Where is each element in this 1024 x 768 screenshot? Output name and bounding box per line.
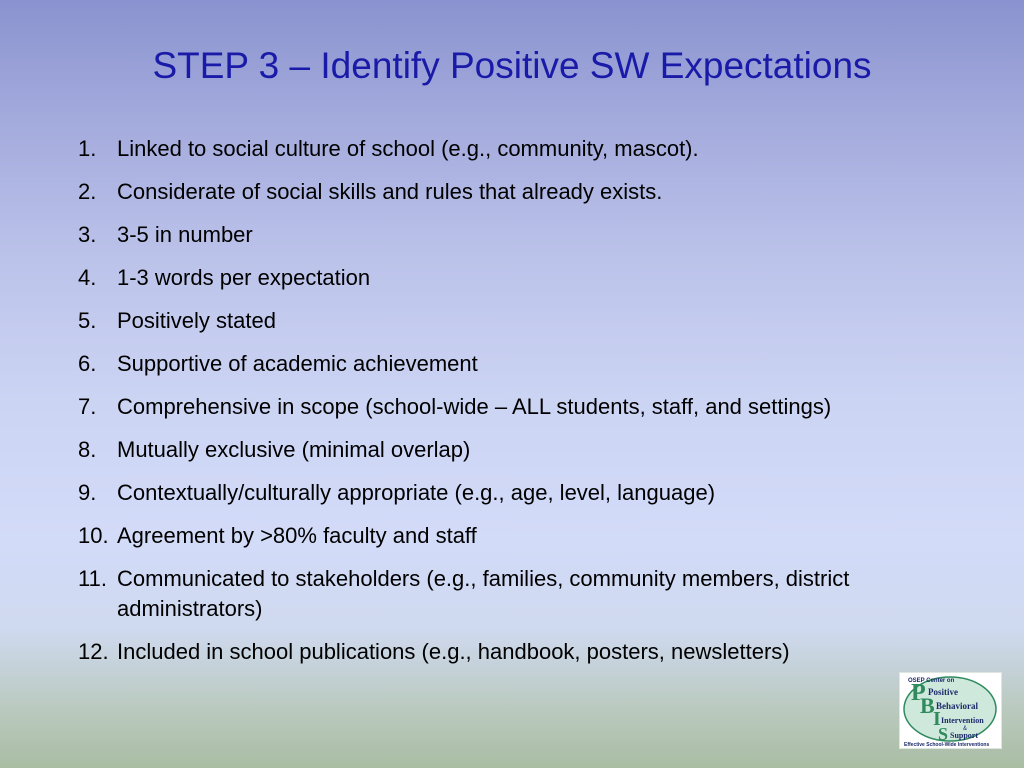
list-item (78, 220, 908, 250)
list-item (78, 521, 908, 551)
item-text: Positively stated (117, 308, 276, 333)
logo-line-support: Support (950, 731, 979, 740)
expectations-list (78, 134, 908, 680)
list-item (78, 637, 908, 667)
item-number: 12. (78, 639, 109, 664)
item-number: 1. (78, 136, 97, 161)
item-text: Contextually/culturally appropriate (e.g., age, level, language) (117, 480, 716, 505)
item-text: Comprehensive in scope (school-wide – ALL students, staff, and settings) (117, 394, 832, 419)
item-number: 2. (78, 179, 97, 204)
list-item (78, 134, 908, 164)
list-item (78, 177, 908, 207)
logo-line-behavioral: Behavioral (936, 701, 978, 711)
svg-text:I: I (933, 708, 941, 730)
item-text: Mutually exclusive (minimal overlap) (117, 437, 471, 462)
item-number: 7. (78, 394, 97, 419)
item-text: Considerate of social skills and rules that already exists. (117, 179, 663, 204)
svg-text:B: B (920, 693, 935, 718)
item-text: 3-5 in number (117, 222, 253, 247)
list-item (78, 564, 908, 624)
item-text: Communicated to stakeholders (e.g., families, community members, district administrators) (117, 566, 850, 621)
logo-line-positive: Positive (928, 687, 958, 697)
list-item (78, 349, 908, 379)
svg-text:P: P (911, 680, 926, 706)
item-text: Supportive of academic achievement (117, 351, 478, 376)
logo-amp: & (963, 726, 968, 732)
item-text: Included in school publications (e.g., handbook, posters, newsletters) (117, 639, 790, 664)
item-number: 11. (78, 566, 107, 591)
slide-title: STEP 3 – Identify Positive SW Expectations (152, 45, 872, 86)
logo-line-intervention: Intervention (941, 716, 984, 725)
item-text: Linked to social culture of school (e.g., community, mascot). (117, 136, 699, 161)
item-number: 5. (78, 308, 97, 333)
item-text: Agreement by >80% faculty and staff (117, 523, 477, 548)
logo-footer: Effective School-Wide Interventions (904, 742, 990, 748)
list-item (78, 435, 908, 465)
item-number: 8. (78, 437, 97, 462)
item-text: 1-3 words per expectation (117, 265, 371, 290)
list-item (78, 306, 908, 336)
item-number: 6. (78, 351, 97, 376)
svg-text:S: S (938, 724, 949, 744)
logo-header: OSEP Center on (908, 678, 955, 684)
item-number: 9. (78, 480, 97, 505)
list-item (78, 263, 908, 293)
pbis-logo-icon (900, 673, 1001, 748)
item-number: 4. (78, 265, 97, 290)
item-number: 10. (78, 523, 109, 548)
list-item (78, 392, 908, 422)
item-number: 3. (78, 222, 97, 247)
list-item (78, 478, 908, 508)
